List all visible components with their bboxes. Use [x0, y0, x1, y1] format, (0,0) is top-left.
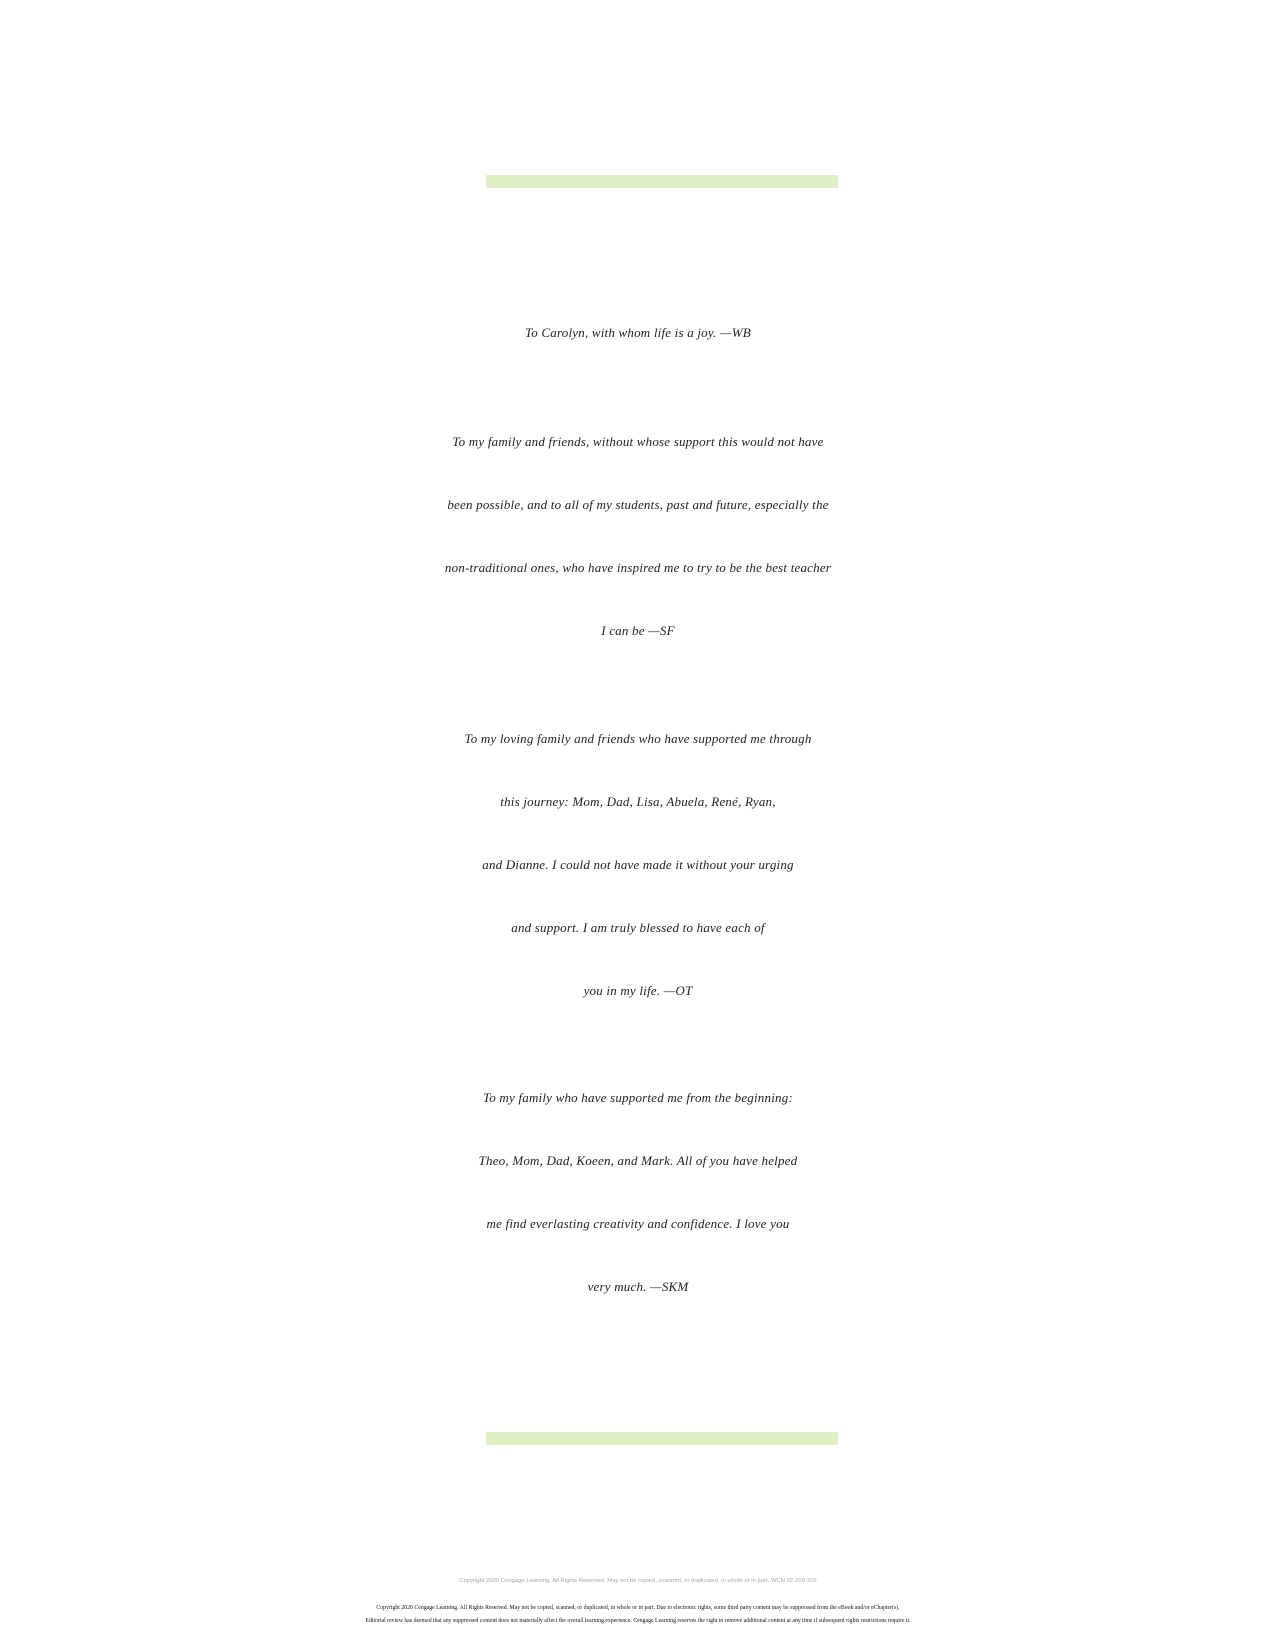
dedication-line: Theo, Mom, Dad, Koeen, and Mark. All of you have helped	[478, 1153, 798, 1168]
dedication-line: To my family who have supported me from the beginning:	[483, 1090, 793, 1105]
dedication-line: non-traditional ones, who have inspired me to try to be the best teacher	[444, 560, 832, 575]
dedication-line: To Carolyn, with whom life is a joy. —WB	[525, 325, 751, 340]
dedication-line: To my loving family and friends who have supported me through	[464, 731, 812, 746]
top-decorative-rule	[486, 175, 838, 188]
copyright-notice-line: Editorial review has deemed that any suppressed content does not materially affect the overall learning experience. Cengage Learning reserves the right to remove additional content at any time if subsequent rights restrictions require it.	[365, 1618, 911, 1624]
copyright-watermark: Copyright 2020 Cengage Learning. All Rights Reserved. May not be copied, scanned, or duplicated, in whole or in part. WCN 02-200-202	[459, 1578, 817, 1584]
dedication-line: and support. I am truly blessed to have each of	[511, 920, 765, 935]
dedication-line: To my family and friends, without whose support this would not have	[452, 434, 824, 449]
copyright-notice-line: Copyright 2020 Cengage Learning. All Rights Reserved. May not be copied, scanned, or duplicated, in whole or in part. Due to electronic rights, some third party content may be suppressed from the eBook and/or eChapter(s).	[376, 1605, 900, 1611]
bottom-decorative-rule	[486, 1432, 838, 1445]
dedication-line: me find everlasting creativity and confidence. I love you	[486, 1216, 790, 1231]
dedication-wb	[0, 301, 1276, 364]
dedication-line: very much. —SKM	[587, 1279, 689, 1294]
dedication-skm	[0, 1066, 1276, 1318]
dedication-line: been possible, and to all of my students, past and future, especially the	[447, 497, 829, 512]
copyright-notice	[0, 1602, 1276, 1628]
dedication-ot	[0, 707, 1276, 1022]
dedication-line: you in my life. —OT	[583, 983, 693, 998]
dedication-line: and Dianne. I could not have made it without your urging	[482, 857, 794, 872]
dedication-sf	[0, 410, 1276, 662]
dedication-line: this journey: Mom, Dad, Lisa, Abuela, René, Ryan,	[500, 794, 776, 809]
dedication-line: I can be —SF	[601, 623, 675, 638]
